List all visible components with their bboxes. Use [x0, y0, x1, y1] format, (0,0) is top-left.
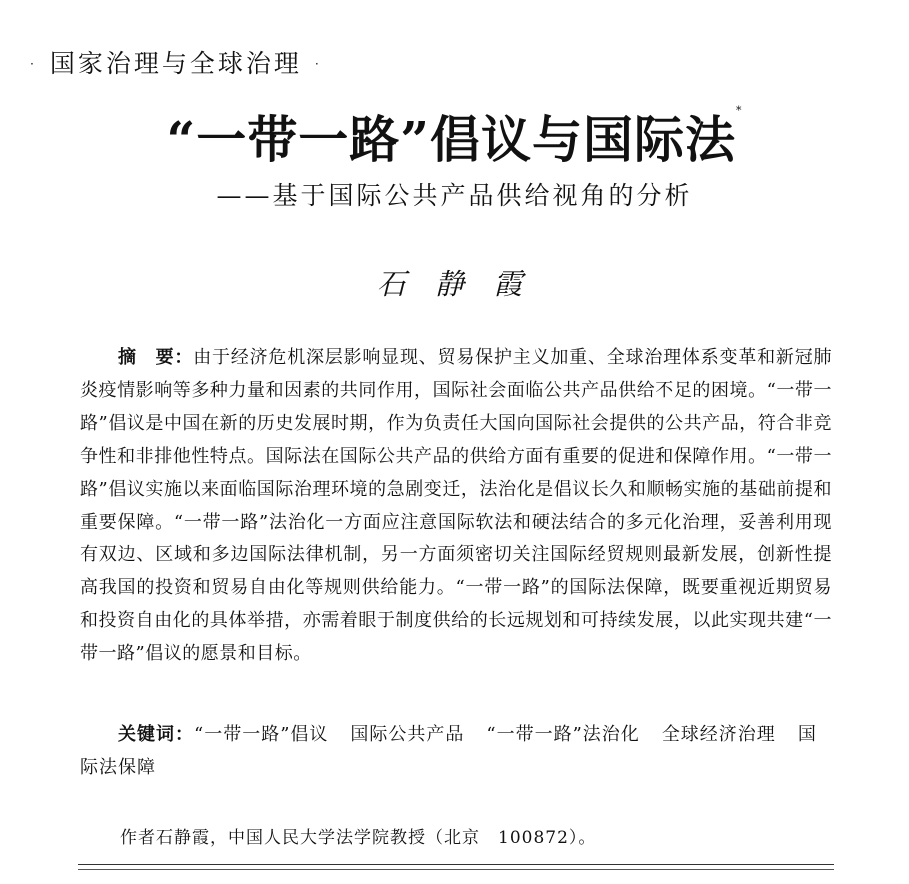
- keyword-item: 国际法保障: [80, 724, 817, 778]
- abstract: [80, 342, 832, 671]
- keyword-item: “一带一路”倡议: [194, 724, 329, 745]
- article-title: [0, 100, 909, 172]
- abstract-text: 由于经济危机深层影响显现、贸易保护主义加重、全球治理体系变革和新冠肺炎疫情影响等多种力量和因素的共同作用，国际社会面临公共产品供给不足的困境。“一带一路”倡议是中国在新的历史发展时期，作为负责任大国向国际社会提供的公共产品，符合非竞争性和非排他性特点。国际法在国际公共产品的供给方面有重要的促进和保障作用。“一带一路”倡议实施以来面临国际治理环境的急剧变迁，法治化是倡议长久和顺畅实施的基础前提和重要保障。“一带一路”法治化一方面应注意国际软法和硬法结合的多元化治理，妥善利用现有双边、区域和多边国际法律机制，另一方面须密切关注国际经贸规则最新发展，创新性提高我国的投资和贸易自由化等规则供给能力。“一带一路”的国际法保障，既要重视近期贸易和投资自由化的具体举措，亦需着眼于制度供给的长远规划和可持续发展，以此实现共建“一带一路”倡议的愿景和目标。: [80, 347, 833, 665]
- keyword-item: 国际公共产品: [350, 724, 465, 745]
- footer-rule: [78, 864, 834, 865]
- section-tag: · 国家治理与全球治理 ·: [28, 49, 324, 78]
- keywords-label: 关键词：: [118, 724, 194, 745]
- title-footnote-mark: *: [736, 104, 743, 117]
- article-subtitle: ——基于国际公共产品供给视角的分析: [216, 181, 693, 210]
- author-name: 石 静 霞: [376, 267, 533, 301]
- footer-rule-thin: [78, 869, 834, 870]
- keyword-item: 全球经济治理: [661, 724, 776, 745]
- title-text: “一带一路”倡议与国际法: [166, 110, 737, 169]
- author-footnote: 作者石静霞，中国人民大学法学院教授（北京 100872）。: [120, 828, 597, 848]
- keywords: [80, 719, 832, 785]
- abstract-label: 摘 要：: [118, 347, 194, 368]
- keyword-item: “一带一路”法治化: [486, 724, 640, 745]
